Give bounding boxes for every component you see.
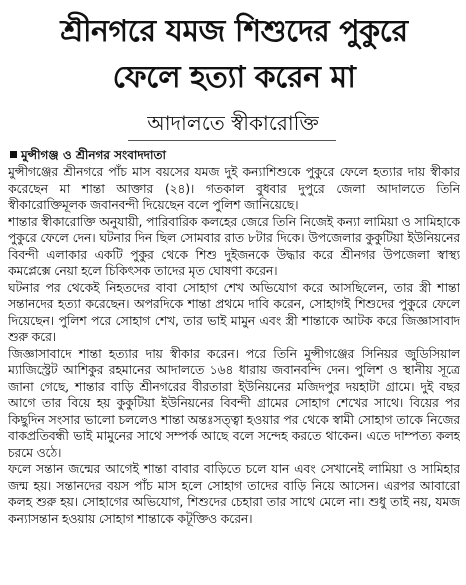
paragraph-3: ঘটনার পর থেকেই নিহতদের বাবা সোহাগ শেখ অভিযোগ করে আসছিলেন, তার স্ত্রী শান্তা সন্তানদের হত্যা করেছেন। অপরদিকে শান্তা প্রথমে দাবি করেন, সোহাগই শিশুদের পুকুরে ফেলে দিয়েছেন। পুলিশ পরে সোহাগ শেখ, তার ভাই মামুন এবং স্ত্রী শান্তাকে আটক করে জিজ্ঞাসাবাদ শুরু করে।: [8, 279, 460, 344]
headline-line-1: শ্রীনগরে যমজ শিশুদের পুকুরে: [60, 14, 408, 49]
byline-text: মুন্সীগঞ্জ ও শ্রীনগর সংবাদদাতা: [21, 148, 166, 162]
paragraph-2: শান্তার স্বীকারোক্তি অনুযায়ী, পারিবারিক কলহের জেরে তিনি নিজেই কন্যা লামিয়া ও সামিহাকে পুকুরে ফেলে দেন। ঘটনার দিন ছিল সোমবার রাত ৮টার দিকে। উপজেলার কুকুটিয়া ইউনিয়নের বিবন্দী এলাকার একটি পুকুর থেকে শিশু দুইজনকে উদ্ধার করে শ্রীনগর উপজেলা স্বাস্থ্য কমপ্লেক্সে নেয়া হলে চিকিৎসক তাদের মৃত ঘোষণা করেন।: [8, 213, 460, 278]
paragraph-1: মুন্সীগঞ্জের শ্রীনগরে পাঁচ মাস বয়সের যমজ দুই কন্যাশিশুকে পুকুরে ফেলে হত্যার দায় স্বীকার করেছেন মা শান্তা আক্তার (২৪)। গতকাল বুধবার দুপুরে জেলা আদালতে তিনি স্বীকারোক্তিমূলক জবানবন্দী দিয়েছেন বলে পুলিশ জানিয়েছে।: [8, 164, 460, 212]
headline-line-2: ফেলে হত্যা করেন মা: [112, 60, 356, 95]
subheadline: আদালতে স্বীকারোক্তি: [147, 111, 319, 135]
paragraph-5: ফলে সন্তান জন্মের আগেই শান্তা বাবার বাড়িতে চলে যান এবং সেখানেই লামিয়া ও সামিহার জন্ম হয়। সন্তানদের বয়স পাঁচ মাস হলে সোহাগ তাদের বাড়ি নিয়ে আসেন। এরপর আবারো কলহ শুরু হয়। সোহাগের অভিযোগ, শিশুদের চেহারা তার সাথে মেলে না। শুধু তাই নয়, যমজ কন্যাসন্তান হওয়ায় সোহাগ শান্তাকে কটূক্তিও করেন।: [8, 461, 460, 526]
byline-bullet-icon: [10, 151, 17, 158]
subheadline-underline: [128, 140, 336, 141]
byline: [10, 147, 166, 164]
article-body: [8, 164, 460, 582]
paragraph-4: জিজ্ঞাসাবাদে শান্তা হত্যার দায় স্বীকার করেন। পরে তিনি মুন্সীগঞ্জের সিনিয়র জুডিসিয়াল ম্যাজিস্ট্রেট আশিকুর রহমানের আদালতে ১৬৪ ধারায় জবানবন্দি দেন। পুলিশ ও স্থানীয় সূত্রে জানা গেছে, শান্তার বাড়ি শ্রীনগরের বীরতারা ইউনিয়নের মজিদপুর দয়হাটা গ্রামে। দুই বছর আগে তার বিয়ে হয় কুকুটিয়া ইউনিয়নের বিবন্দী গ্রামের সোহাগ শেখের সাথে। বিয়ের পর কিছুদিন সংসার ভালো চললেও শান্তা অন্তঃসত্ত্বা হওয়ার পর থেকে স্বামী সোহাগ তাকে নিজের বাকপ্রতিবন্ধী ভাই মামুনের সাথে সম্পর্ক আছে বলে সন্দেহ করতে থাকেন। এতে দাম্পত্য কলহ চরমে ওঠে।: [8, 345, 460, 460]
